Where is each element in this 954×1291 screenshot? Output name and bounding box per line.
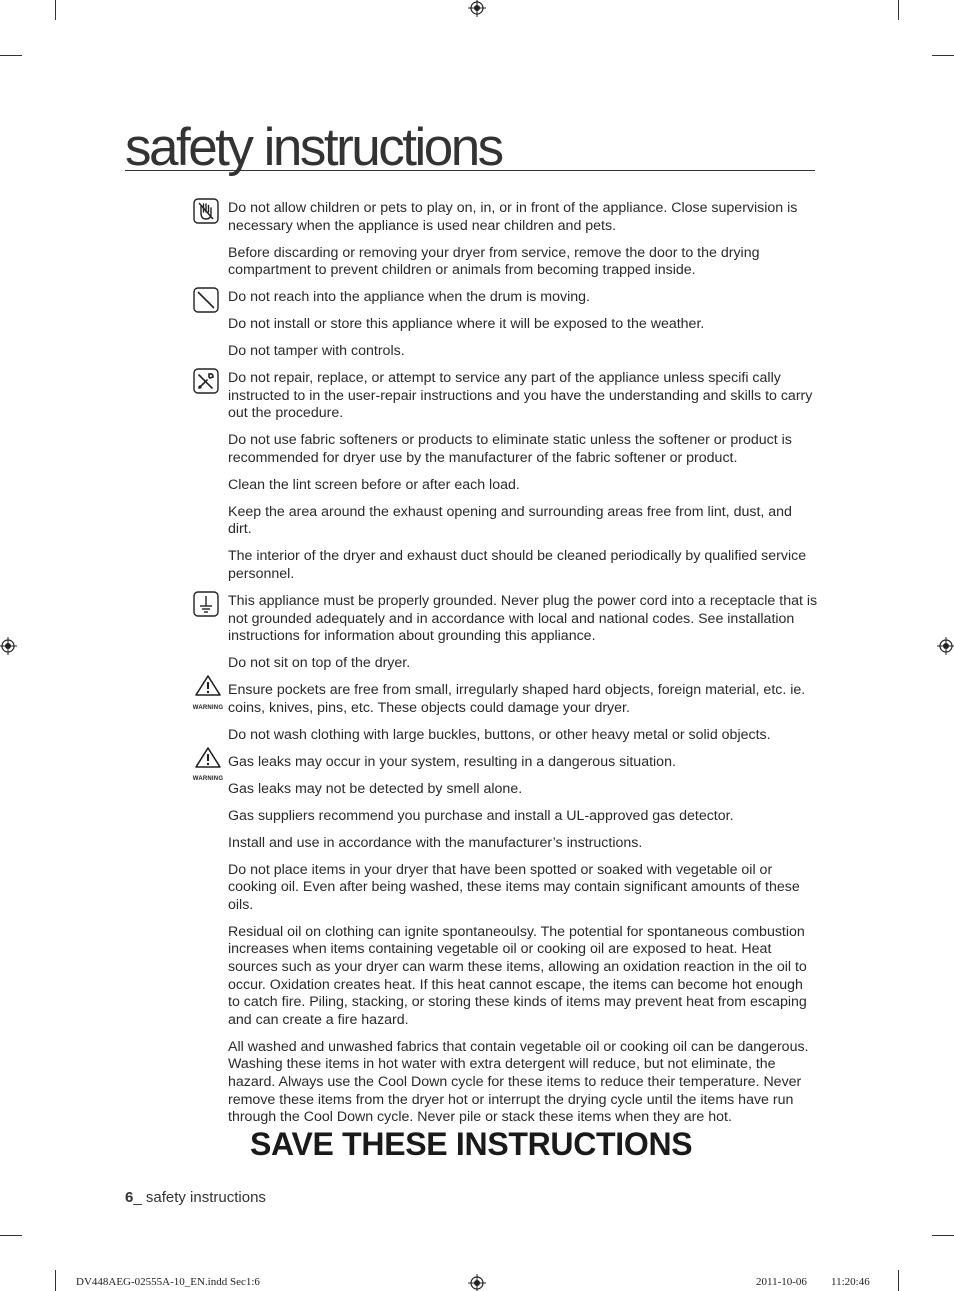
page-footer (125, 1189, 266, 1206)
instruction-text: All washed and unwashed fabrics that contain vegetable oil or cooking oil can be dangerous. Washing these items in hot water with extra detergent will reduce, but not eliminate, the hazard. Always use the Cool Down cycle for these items to reduce their temperature. Never remove these items from the dryer hot or interrupt the drying cycle until the items have run through the Cool Down cycle. Never pile or stack these items when they are hot. (228, 1038, 809, 1126)
print-date: 2011-10-06 (756, 1276, 807, 1288)
instruction-text: Do not sit on top of the dryer. (228, 655, 411, 672)
instruction-text: Gas leaks may occur in your system, resulting in a dangerous situation. (228, 753, 676, 770)
instruction-paragraph (228, 316, 818, 334)
crop-mark (55, 0, 56, 20)
instruction-paragraph (228, 1039, 818, 1127)
footer-section: safety instructions (141, 1189, 266, 1206)
page-title: safety instructions (125, 118, 815, 171)
warning-label: WARNING (192, 704, 224, 711)
instructions-list (192, 200, 818, 1136)
hand-stop-icon (193, 198, 219, 230)
instruction-text: Do not repair, replace, or attempt to service any part of the appliance unless specifi cally instructed to in the user-repair instructions and you have the understanding and skills to carry out the procedure. (228, 370, 813, 422)
instruction-paragraph (228, 781, 818, 799)
crop-mark (932, 55, 954, 56)
registration-mark-icon (467, 1271, 487, 1291)
crop-mark (898, 0, 899, 20)
instruction-text: Install and use in accordance with the manufacturer’s instructions. (228, 834, 643, 851)
instruction-paragraph (228, 504, 818, 539)
no-disassembly-icon (193, 368, 219, 400)
instruction-text: Clean the lint screen before or after each load. (228, 476, 520, 493)
instruction-text: Do not place items in your dryer that have been spotted or soaked with vegetable oil or cooking oil. Even after being washed, these items may contain significant amounts of these oils. (228, 861, 800, 913)
print-time: 11:20:46 (831, 1276, 870, 1288)
instruction-paragraph (228, 370, 818, 423)
warning-icon (190, 674, 226, 717)
page-number: 6 (125, 1189, 134, 1206)
crop-mark (898, 1270, 899, 1291)
instruction-paragraph (228, 432, 818, 467)
print-filename: DV448AEG-02555A-10_EN.indd Sec1:6 (76, 1276, 260, 1288)
ground-icon (193, 591, 219, 623)
instruction-paragraph (228, 477, 818, 495)
instruction-paragraph (228, 548, 818, 583)
instruction-text: Do not use fabric softeners or products to eliminate static unless the softener or product is recommended for dryer use by the manufacturer of the fabric softener or product. (228, 432, 792, 466)
instruction-paragraph (228, 655, 818, 673)
instruction-text: Do not tamper with controls. (228, 343, 405, 360)
warning-label: WARNING (192, 776, 224, 783)
warning-icon (190, 746, 226, 789)
instruction-text: Do not allow children or pets to play on, in, or in front of the appliance. Close supervision is necessary when the appliance is used near children and pets. (228, 200, 798, 234)
instruction-paragraph (192, 682, 818, 717)
instruction-text: Residual oil on clothing can ignite spontaneoulsy. The potential for spontaneous combustion increases when items containing vegetable oil or cooking oil are exposed to heat. Heat sources such as your dryer can warm these items, allowing an oxidation reaction in the oil to occur. Oxidation creates heat. If this heat cannot escape, the items can become hot enough to catch fire. Piling, stacking, or storing these kinds of items may prevent heat from escaping and can create a fire hazard. (228, 923, 807, 1028)
instruction-text: Do not wash clothing with large buckles, buttons, or other heavy metal or solid objects. (228, 726, 771, 743)
instruction-text: The interior of the dryer and exhaust duct should be cleaned periodically by qualified service personnel. (228, 548, 807, 583)
instruction-text: Ensure pockets are free from small, irregularly shaped hard objects, foreign material, etc. ie. coins, knives, pins, etc. These objects could damage your dryer. (228, 682, 806, 716)
prohibited-icon (193, 287, 219, 319)
instruction-paragraph (228, 343, 818, 361)
instruction-paragraph (228, 924, 818, 1030)
crop-mark (55, 1270, 56, 1291)
instruction-text: Do not install or store this appliance where it will be exposed to the weather. (228, 316, 705, 333)
crop-mark (0, 55, 22, 56)
instruction-text: Do not reach into the appliance when the drum is moving. (228, 289, 590, 306)
instruction-paragraph (228, 289, 818, 307)
registration-mark-icon (0, 636, 20, 656)
instruction-paragraph (228, 862, 818, 915)
instruction-text: Gas suppliers recommend you purchase and install a UL-approved gas detector. (228, 807, 734, 824)
instruction-paragraph (228, 727, 818, 745)
footer-separator: _ (133, 1189, 142, 1206)
instruction-text: Keep the area around the exhaust opening and surrounding areas free from lint, dust, and dirt. (228, 503, 792, 538)
crop-mark (932, 1235, 954, 1236)
registration-mark-icon (467, 0, 487, 20)
instruction-paragraph (228, 245, 818, 280)
instruction-paragraph (228, 835, 818, 853)
instruction-text: Before discarding or removing your dryer from service, remove the door to the drying compartment to prevent children or animals from becoming trapped inside. (228, 244, 760, 279)
crop-mark (0, 1235, 22, 1236)
registration-mark-icon (934, 636, 954, 656)
instruction-text: This appliance must be properly grounded. Never plug the power cord into a receptacle that is not grounded adequately and in accordance with local and national codes. See installation instructions for information about grounding this appliance. (228, 593, 818, 645)
instruction-paragraph (228, 593, 818, 646)
instruction-text: Gas leaks may not be detected by smell alone. (228, 780, 523, 797)
save-instructions-heading: SAVE THESE INSTRUCTIONS (250, 1126, 693, 1162)
instruction-paragraph (228, 200, 818, 235)
instruction-paragraph (228, 808, 818, 826)
instruction-paragraph (192, 753, 818, 783)
